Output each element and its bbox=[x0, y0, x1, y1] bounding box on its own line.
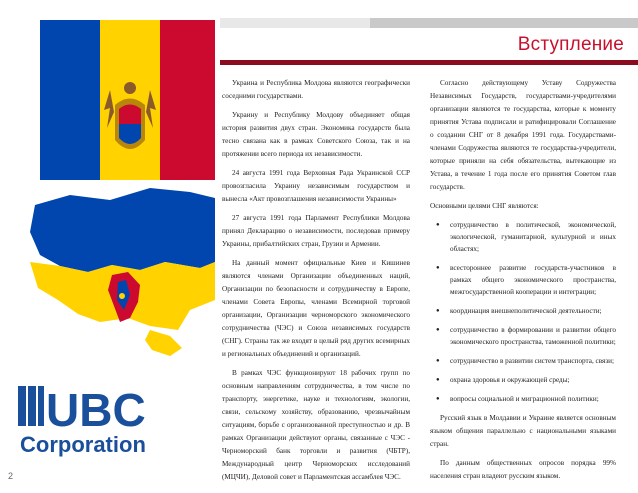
paragraph: Русский язык в Молдавии и Украине является основным языком общения параллельно с национальными языками стран. bbox=[430, 414, 616, 448]
paragraph: 27 августа 1991 года Парламент Республики Молдова принял Декларацию о независимости, последовав примеру Украины, прибалтийских стран, Грузии и Армении. bbox=[222, 214, 410, 248]
title-divider bbox=[220, 60, 638, 65]
paragraph: 24 августа 1991 года Верховная Рада Украинской ССР провозгласила Украину независимым государством и вынесла «Акт провозглашения независимости Украины» bbox=[222, 169, 410, 203]
page-number: 2 bbox=[8, 471, 14, 481]
page-title: Вступление bbox=[517, 34, 624, 55]
logo-brand: UBC bbox=[46, 384, 146, 436]
list-item: ● координация внешнеполитической деятельности; bbox=[450, 305, 616, 317]
list-item: ● сотрудничество в политической, экономической, экологической, гуманитарной, культурной и иных областях; bbox=[450, 219, 616, 255]
ubc-logo bbox=[16, 378, 176, 460]
paragraph: В рамках ЧЭС функционируют 18 рабочих групп по основным направлениям сотрудничества, в том числе по транспорту, энергетике, науке и технологиям, экологии, связи, сельскому хозяйству, образованию, чрезвычайным ситуациям, борьбе с организованной преступностью и др. В рамках Организации действуют органы, связанные с ЧЭС - Черноморский банк торговли и развития (ЧБТР), Международный центр Черноморских исследований (МЦЧИ), Деловой совет и Парламентская ассамблея ЧЭС. bbox=[222, 369, 410, 481]
paragraph: По данным общественных опросов порядка 99% населения стран владеют русским языком. bbox=[430, 459, 616, 480]
goals-heading: Основными целями СНГ являются: bbox=[430, 202, 539, 210]
paragraph: Украину и Республику Молдову объединяет общая история развития двух стран. Экономика государств была тесно связана как в рамках Советского Союза, так и на протяжении всего периода их независимости. bbox=[222, 111, 410, 158]
header-bar-accent bbox=[220, 18, 370, 28]
paragraph: Согласно действующему Уставу Содружества Независимых Государств, государствами-учредителями организации являются те государства, которые к моменту принятия Устава подписали и ратифицировали Соглашение о создании СНГ от 8 декабря 1991 года. Государствами-членами Содружества являются те государства-учредители, которые приняли на себя обязательства, вытекающие из Устава, в течение 1 года после его принятия Советом глав государств. bbox=[430, 79, 616, 191]
logo-mark bbox=[18, 386, 44, 426]
logo-subtitle: Corporation bbox=[20, 432, 146, 457]
list-item: ● сотрудничество в формировании и развитии общего экономического пространства, таможенной политики; bbox=[450, 324, 616, 348]
header-bar bbox=[220, 18, 638, 28]
paragraph: Украина и Республика Молдова являются географически соседними государствами. bbox=[222, 79, 410, 100]
list-item: ● вопросы социальной и миграционной политики; bbox=[450, 393, 616, 405]
list-item: ● охрана здоровья и окружающей среды; bbox=[450, 374, 616, 386]
moldova-flag bbox=[40, 20, 215, 180]
left-text-column bbox=[222, 77, 410, 490]
list-item: ● сотрудничество в развитии систем транспорта, связи; bbox=[450, 355, 616, 367]
list-item: ● всестороннее развитие государств-участников в рамках общего экономического пространства, межгосударственной кооперации и интеграции; bbox=[450, 262, 616, 298]
ukraine-map bbox=[30, 188, 215, 356]
goals-list bbox=[430, 219, 616, 405]
right-text-column bbox=[430, 77, 616, 489]
paragraph: На данный момент официальные Киев и Кишинев являются членами Организации объединенных наций, Организации по безопасности и сотрудничеству в Европе, членами Совета Европы, членами Всемирной торговой организации, Организации черноморского экономического сотрудничества (ЧЭС) и Союза независимых государств (СНГ). Страны так же входят в целый ряд других всемирных и региональных объединений и организаций. bbox=[222, 259, 410, 358]
